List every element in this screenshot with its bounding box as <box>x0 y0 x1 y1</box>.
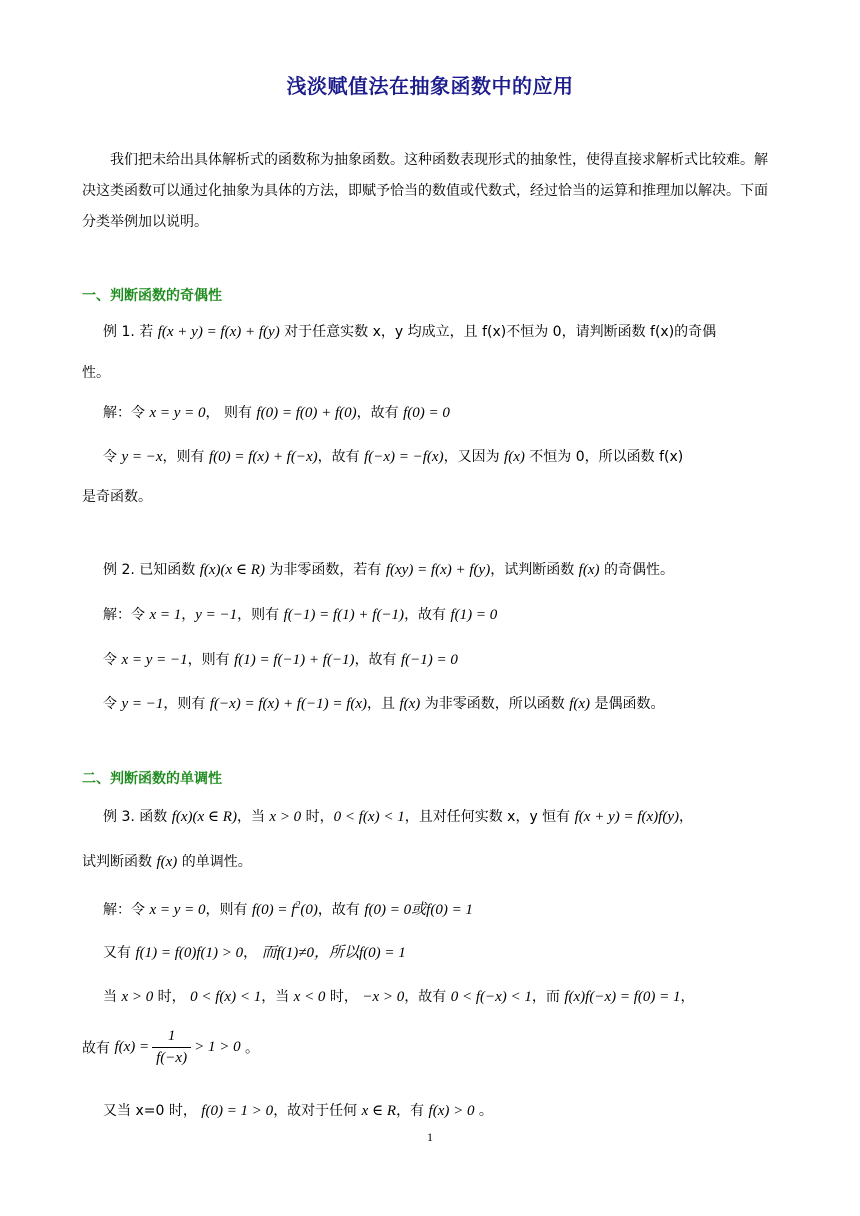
math-expr: y = −1 <box>195 607 238 623</box>
example-1-line: 例 1. 若 f(x + y) = f(x) + f(y) 对于任意实数 x，y 均成立，且 f(x)不恒为 0，请判断函数 f(x)的奇偶 <box>103 324 717 340</box>
math-expr: f(0) = 1 > 0 <box>201 1103 274 1119</box>
math-expr: f(−1) = 0 <box>401 652 458 668</box>
example-3-line: 例 3. 函数 f(x)(x ∈ R)，当 x > 0 时，0 < f(x) < 1，且对任何实数 x，y 恒有 f(x + y) = f(x)f(y)， <box>103 809 693 825</box>
solution-3-line: 解：令 x = y = 0，则有 $f(0) = f^2(0)$，故有 f(0) = 0或f(0) = 1 <box>103 900 473 918</box>
math-expr: f(x) > 0 <box>428 1103 475 1119</box>
math-expr: f(x + y) = f(x)f(y) <box>574 809 679 825</box>
solution-2-line: 解：令 x = 1，y = −1，则有 f(−1) = f(1) + f(−1)，故有 f(1) = 0 <box>103 607 498 623</box>
math-expr: $f(0) = f^2(0)$ <box>251 900 318 918</box>
math-expr: x = y = 0 <box>149 902 206 918</box>
example-3-line-cont: 试判断函数 f(x) 的单调性。 <box>82 854 252 870</box>
math-expr: f(xy) = f(x) + f(y) <box>385 562 491 578</box>
math-expr: x = y = −1 <box>121 652 188 668</box>
math-expr: f(x) = <box>114 1039 150 1055</box>
math-expr: f(x)(x ∈ R) <box>171 809 237 825</box>
math-expr: 0 < f(−x) < 1 <box>450 989 532 1005</box>
math-expr: f(x) <box>399 696 421 712</box>
math-expr: f(x)(x ∈ R) <box>199 562 265 578</box>
math-expr: f(−x) = −f(x) <box>364 449 444 465</box>
math-expr: 0 < f(x) < 1 <box>190 989 262 1005</box>
solution-1-line: 解：令 x = y = 0， 则有 f(0) = f(0) + f(0)，故有 f(0) = 0 <box>103 405 450 421</box>
solution-1b-line: 令 y = −x，则有 f(0) = f(x) + f(−x)，故有 f(−x) = −f(x)，又因为 f(x) 不恒为 0，所以函数 f(x) <box>103 449 684 465</box>
page-number: 1 <box>427 1130 433 1144</box>
math-expr: x < 0 <box>293 989 326 1005</box>
solution-3c-line: 当 x > 0 时， 0 < f(x) < 1，当 x < 0 时， −x > 0，故有 0 < f(−x) < 1，而 f(x)f(−x) = f(0) = 1， <box>103 989 695 1005</box>
solution-3d-line: 故有 f(x) = $\frac{1}{f(-x)}$ > 1 > 0 。 <box>82 1028 260 1066</box>
math-expr: y = −x <box>121 449 163 465</box>
solution-3e-line: 又当 x=0 时， f(0) = 1 > 0，故对于任何 x ∈ R，有 f(x) > 0 。 <box>103 1103 493 1119</box>
fraction-denominator: f(−x) <box>156 1050 188 1066</box>
math-expr: x > 0 <box>269 809 302 825</box>
math-expr: f(x) <box>569 696 591 712</box>
math-expr: 而f(1)≠0，所以f(0) = 1 <box>261 945 406 961</box>
math-expr: f(x) <box>504 449 525 465</box>
math-expr: > 1 > 0 <box>194 1039 241 1055</box>
fraction-numerator: 1 <box>152 1028 191 1048</box>
section-heading-parity: 一、判断函数的奇偶性 <box>82 288 222 304</box>
math-expr: x ∈ R <box>361 1103 397 1119</box>
math-expr: f(1) = 0 <box>450 607 498 623</box>
solution-3b-line: 又有 f(1) = f(0)f(1) > 0， 而f(1)≠0，所以f(0) = 1 <box>103 945 406 961</box>
math-expr: f(x) <box>156 854 178 870</box>
math-expr: f(−1) = f(1) + f(−1) <box>283 607 405 623</box>
math-expr: x > 0 <box>121 989 154 1005</box>
math-expr: f(0) = f(0) + f(0) <box>256 405 357 421</box>
superscript: 2 <box>295 900 301 911</box>
math-expr: f(x)f(−x) = f(0) = 1 <box>564 989 681 1005</box>
solution-2c-line: 令 y = −1，则有 f(−x) = f(x) + f(−1) = f(x)，且 f(x) 为非零函数，所以函数 f(x) 是偶函数。 <box>103 696 665 712</box>
math-expr: f(x) <box>578 562 600 578</box>
math-expr: f(0) = 0 <box>403 405 450 421</box>
math-expr: −x > 0 <box>362 989 405 1005</box>
math-expr: f(−x) = f(x) + f(−1) = f(x) <box>209 696 368 712</box>
math-expr: f(1) = f(0)f(1) > 0 <box>135 945 244 961</box>
solution-2b-line: 令 x = y = −1，则有 f(1) = f(−1) + f(−1)，故有 f(−1) = 0 <box>103 652 458 668</box>
math-expr: f(1) = f(−1) + f(−1) <box>234 652 355 668</box>
section-heading-monotonicity: 二、判断函数的单调性 <box>82 771 222 787</box>
math-expr: f(0) = f(x) + f(−x) <box>208 449 318 465</box>
intro-paragraph: 我们把未给出具体解析式的函数称为抽象函数。这种函数表现形式的抽象性，使得直接求解析式比较难。解决这类函数可以通过化抽象为具体的方法，即赋予恰当的数值或代数式，经过恰当的运算和推理加以解决。下面分类举例加以说明。 <box>82 152 768 230</box>
solution-1b-line-cont: 是奇函数。 <box>82 489 152 505</box>
example-1-line-cont: 性。 <box>82 365 110 381</box>
math-expr: y = −1 <box>121 696 164 712</box>
math-expr: x = y = 0 <box>149 405 206 421</box>
document-title: 浅淡赋值法在抽象函数中的应用 <box>286 74 574 98</box>
math-expr: x = 1 <box>149 607 182 623</box>
example-2-line: 例 2. 已知函数 f(x)(x ∈ R) 为非零函数，若有 f(xy) = f(x) + f(y)，试判断函数 f(x) 的奇偶性。 <box>103 562 674 578</box>
fraction <box>152 1028 191 1067</box>
math-expr: 0 < f(x) < 1 <box>333 809 405 825</box>
math-expr: f(x + y) = f(x) + f(y) <box>157 324 280 340</box>
math-expr: f(0) = 0或f(0) = 1 <box>364 902 473 918</box>
